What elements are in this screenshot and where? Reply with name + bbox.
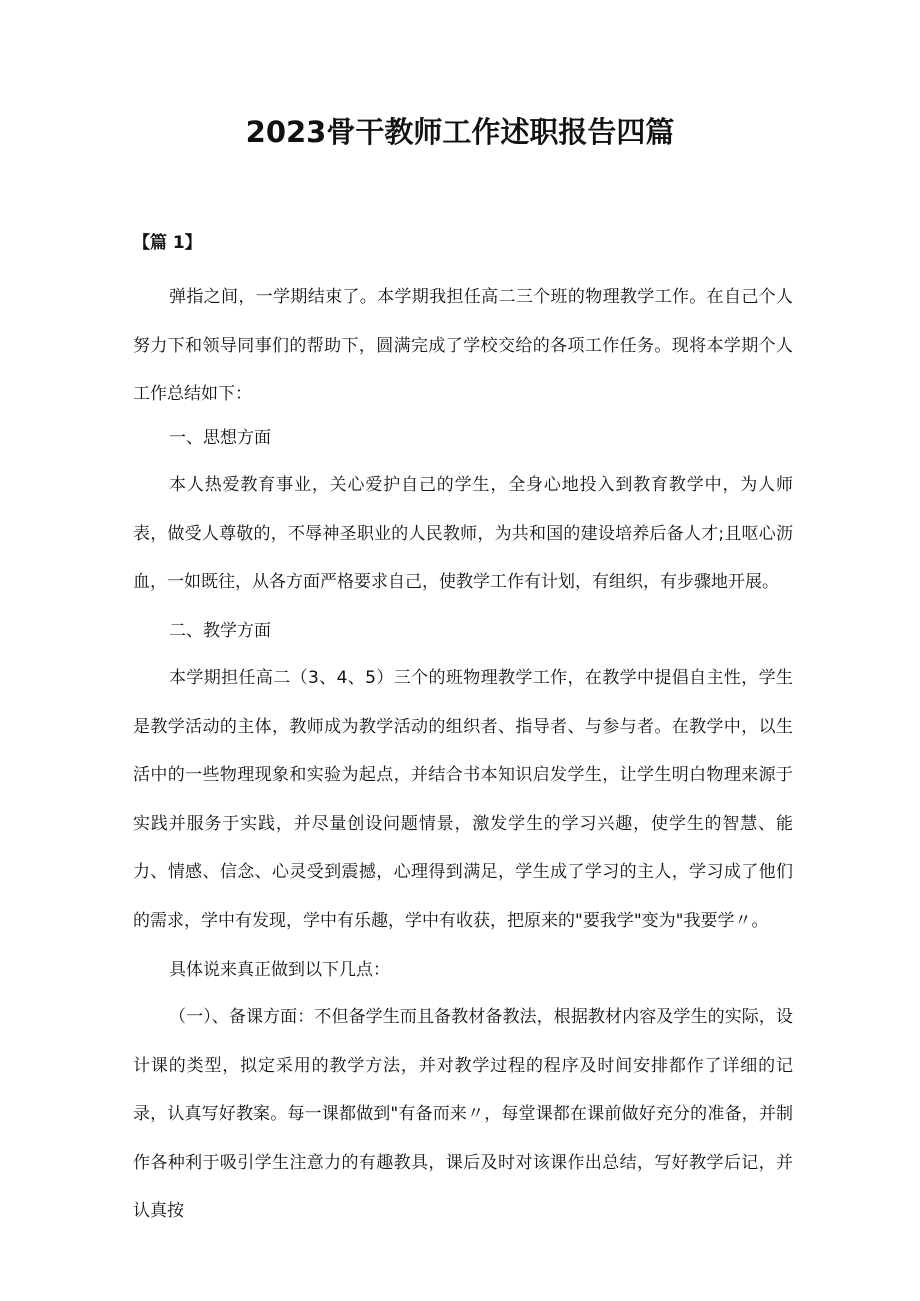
heading-thought: 一、思想方面 <box>169 428 271 448</box>
teaching-paragraph: 本学期担任高二（3、4、5）三个的班物理教学工作，在教学中提倡自主性，学生是教学活动的主体，教师成为教学活动的组织者、指导者、与参与者。在教学中，以生活中的一些物理现象和实验为起点，并结合书本知识启发学生，让学生明白物理来源于实践并服务于实践，并尽量创设问题情景，激发学生的学习兴趣，使学生的智慧、能力、情感、信念、心灵受到震撼，心理得到满足，学生成了学习的主人，学习成了他们的需求，学中有发现，学中有乐趣，学中有收获，把原来的"要我学"变为"我要学〃。 <box>133 668 793 931</box>
intro-paragraph: 弹指之间，一学期结束了。本学期我担任高二三个班的物理教学工作。在自己个人努力下和领导同事们的帮助下，圆满完成了学校交给的各项工作任务。现将本学期个人工作总结如下： <box>133 287 793 404</box>
section-label: 【篇 1】 <box>133 233 202 253</box>
document-title: 2023骨干教师工作述职报告四篇 <box>245 115 675 149</box>
thought-paragraph: 本人热爱教育事业，关心爱护自己的学生，全身心地投入到教育教学中，为人师表，做受人尊敬的，不辱神圣职业的人民教师，为共和国的建设培养后备人才;且呕心沥血，一如既往，从各方面严格要求自己，使教学工作有计划，有组织，有步骤地开展。 <box>133 475 793 592</box>
prep-paragraph: （一）、备课方面：不但备学生而且备教材备教法，根据教材内容及学生的实际，设计课的类型，拟定采用的教学方法，并对教学过程的程序及时间安排都作了详细的记录，认真写好教案。每一课都做到"有备而来〃，每堂课都在课前做好充分的准备，并制作各种利于吸引学生注意力的有趣教具，课后及时对该课作出总结，写好教学后记，并认真按 <box>133 1007 793 1221</box>
heading-teaching: 二、教学方面 <box>169 621 271 641</box>
specifics-line: 具体说来真正做到以下几点： <box>169 960 390 980</box>
